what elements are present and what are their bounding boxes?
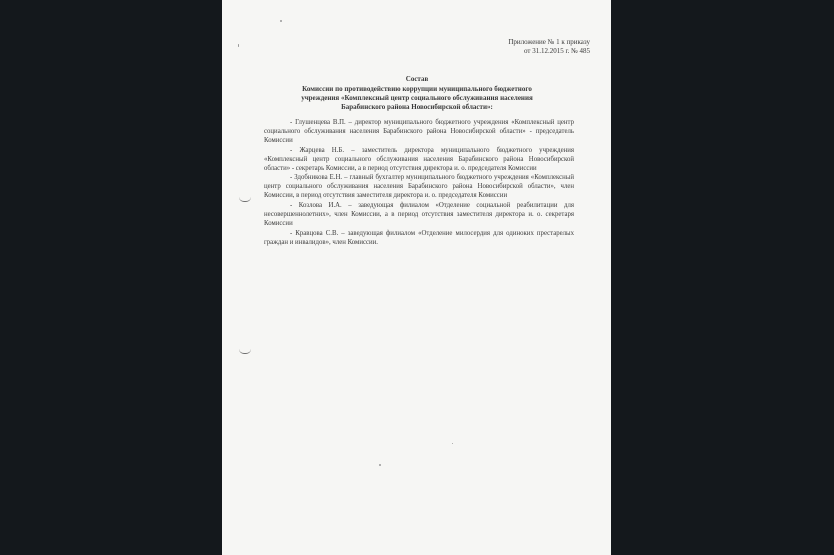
member-item: - Глушенцева В.П. – директор муниципального бюджетного учреждения «Комплексный центр социального обслуживания населения Барабинского района Новосибирской области» - председатель Комиссии	[264, 119, 574, 144]
scan-speck	[238, 44, 239, 47]
member-item: - Жарцева Н.Б. – заместитель директора муниципального бюджетного учреждения «Комплексный центр социального обслуживания населения Барабинского района Новосибирской области» - секретарь Комиссии, а в период отсутствия директора и. о. председателя Комиссии	[264, 146, 574, 172]
punch-hole-mark	[239, 349, 251, 354]
title-line-2: учреждения «Комплексный центр социального обслуживания населения	[301, 94, 533, 102]
punch-hole-mark	[239, 197, 251, 202]
scan-speck	[379, 464, 381, 466]
title-line-1: Комиссии по противодействию коррупции муниципального бюджетного	[302, 85, 532, 93]
title-heading: Состав	[405, 75, 429, 83]
appendix-line-1: Приложение № 1 к приказу	[508, 38, 590, 46]
member-list	[264, 119, 574, 248]
member-item: - Здобникова Е.Н. – главный бухгалтер муниципального бюджетного учреждения «Комплексный центр социального обслуживания населения Барабинского района Новосибирской области», член Комиссии, в период отсутствия заместителя директора и. о. председателя Комиссии	[264, 174, 574, 200]
title-line-3: Барабинского района Новосибирской области»:	[341, 103, 493, 111]
document-title	[252, 75, 582, 112]
scan-speck	[452, 443, 453, 444]
appendix-line-2: от 31.12.2015 г. № 485	[524, 47, 590, 55]
scan-speck	[280, 20, 282, 22]
appendix-reference	[508, 38, 590, 56]
member-item: - Кравцова С.В. – заведующая филиалом «Отделение милосердия для одиноких престарелых граждан и инвалидов», член Комиссии.	[264, 229, 574, 246]
document-page	[222, 0, 611, 555]
member-item: - Козлова И.А. – заведующая филиалом «Отделение социальной реабилитации для несовершеннолетних», член Комиссии, а в период отсутствия заместителя директора и. о. секретаря Комиссии	[264, 202, 574, 227]
